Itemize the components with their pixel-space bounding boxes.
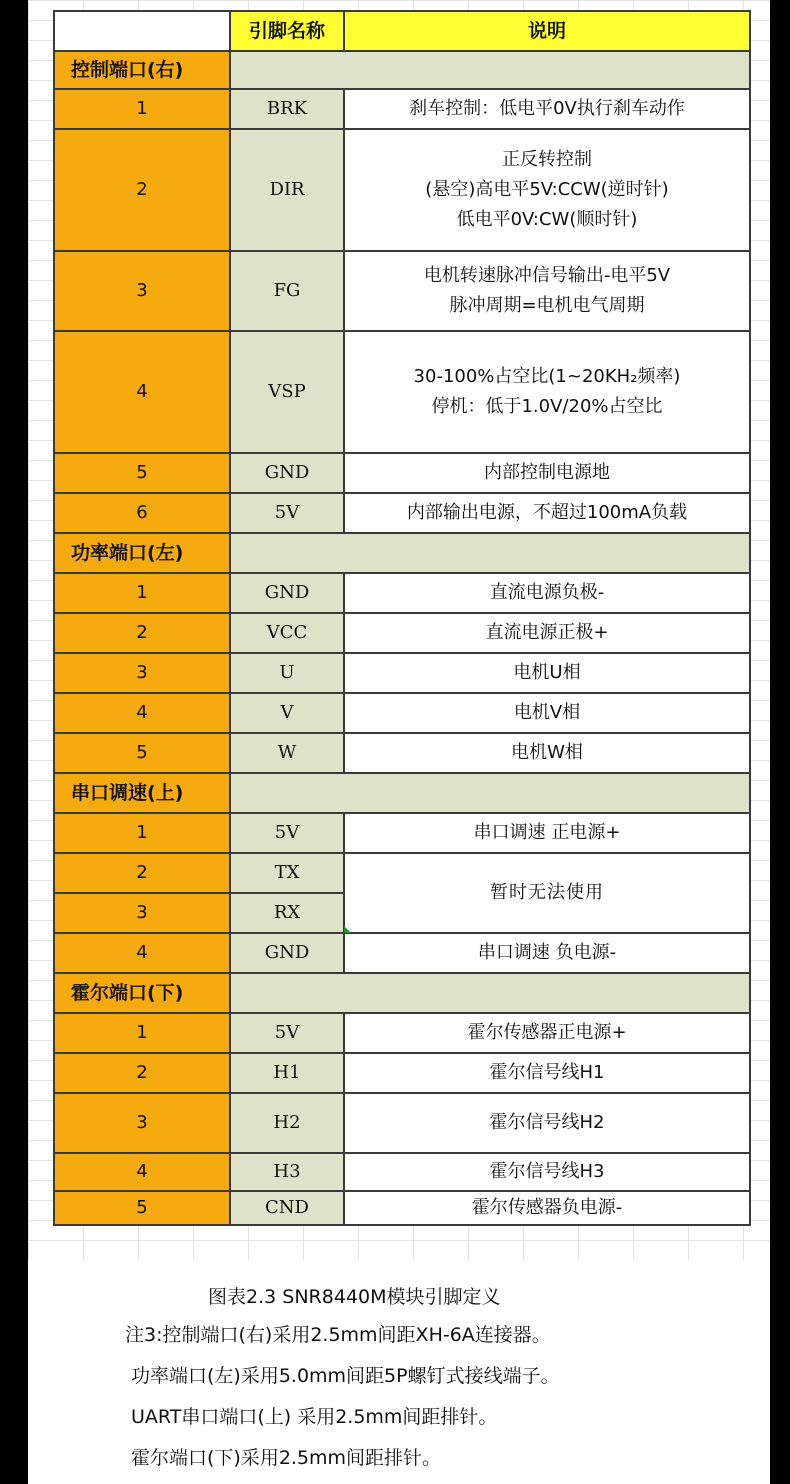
pin-name: VCC bbox=[230, 613, 344, 653]
pin-name: GND bbox=[230, 453, 344, 493]
section-title: 控制端口(右) bbox=[54, 51, 230, 89]
note-line: UART串口端口(上) 采用2.5mm间距排针。 bbox=[131, 1406, 498, 1428]
description-line: 直流电源负极- bbox=[489, 582, 605, 603]
pin-name: H2 bbox=[230, 1093, 344, 1153]
note-line: 注3:控制端口(右)采用2.5mm间距XH-6A连接器。 bbox=[125, 1324, 551, 1346]
pin-description bbox=[344, 493, 750, 533]
pin-number: 3 bbox=[54, 653, 230, 693]
pin-description bbox=[344, 1153, 750, 1191]
description-line: 串口调速 负电源- bbox=[477, 942, 617, 963]
pin-number: 5 bbox=[54, 1191, 230, 1225]
section-fill bbox=[230, 773, 750, 813]
pin-number: 3 bbox=[54, 893, 230, 933]
pin-row bbox=[54, 813, 750, 853]
pin-row bbox=[54, 453, 750, 493]
pin-number: 1 bbox=[54, 89, 230, 129]
description-line: 低电平0V:CW(顺时针) bbox=[456, 209, 638, 230]
pin-description bbox=[344, 1013, 750, 1053]
pin-description bbox=[344, 653, 750, 693]
pin-name: H1 bbox=[230, 1053, 344, 1093]
pin-number: 6 bbox=[54, 493, 230, 533]
pin-row bbox=[54, 933, 750, 973]
unavailable-merged-cell: 暂时无法使用 bbox=[344, 853, 750, 933]
pin-name: H3 bbox=[230, 1153, 344, 1191]
pin-number: 1 bbox=[54, 1013, 230, 1053]
pin-row bbox=[54, 1013, 750, 1053]
pin-row bbox=[54, 1153, 750, 1191]
section-fill bbox=[230, 51, 750, 89]
notes-area bbox=[28, 1262, 770, 1484]
description-line: 霍尔信号线H1 bbox=[489, 1062, 605, 1083]
section-title: 功率端口(左) bbox=[54, 533, 230, 573]
pin-name: 5V bbox=[230, 1013, 344, 1053]
pin-number: 5 bbox=[54, 453, 230, 493]
pin-name: 5V bbox=[230, 493, 344, 533]
section-header-row bbox=[54, 773, 750, 813]
pin-name: DIR bbox=[230, 129, 344, 251]
pin-row bbox=[54, 613, 750, 653]
section-fill bbox=[230, 973, 750, 1013]
description-line: 霍尔传感器正电源+ bbox=[467, 1022, 627, 1043]
pin-number: 4 bbox=[54, 331, 230, 453]
pin-row bbox=[54, 693, 750, 733]
pin-description bbox=[344, 129, 750, 251]
pin-number: 2 bbox=[54, 853, 230, 893]
pin-description bbox=[344, 89, 750, 129]
pin-name: W bbox=[230, 733, 344, 773]
section-title: 串口调速(上) bbox=[54, 773, 230, 813]
pin-number: 1 bbox=[54, 573, 230, 613]
pin-number: 4 bbox=[54, 933, 230, 973]
section-fill bbox=[230, 533, 750, 573]
pin-row bbox=[54, 1191, 750, 1225]
description-line: 串口调速 正电源+ bbox=[473, 822, 621, 843]
pin-number: 2 bbox=[54, 613, 230, 653]
pin-description bbox=[344, 453, 750, 493]
description-line: 直流电源正极+ bbox=[485, 622, 609, 643]
pin-definition-table bbox=[53, 10, 751, 1226]
pin-description bbox=[344, 693, 750, 733]
pin-name: TX bbox=[230, 853, 344, 893]
pin-number: 4 bbox=[54, 1153, 230, 1191]
pin-description bbox=[344, 331, 750, 453]
pin-name: 5V bbox=[230, 813, 344, 853]
spreadsheet-area bbox=[28, 0, 770, 1260]
description-line: 电机转速脉冲信号输出-电平5V bbox=[423, 265, 671, 286]
description-line: 霍尔信号线H3 bbox=[489, 1161, 605, 1182]
pin-row bbox=[54, 331, 750, 453]
pin-number: 2 bbox=[54, 1053, 230, 1093]
description-line: 停机：低于1.0V/20%占空比 bbox=[431, 396, 663, 417]
figure-caption: 图表2.3 SNR8440M模块引脚定义 bbox=[208, 1286, 501, 1308]
description-line: 内部输出电源，不超过100mA负载 bbox=[406, 502, 688, 523]
header-row bbox=[54, 11, 750, 51]
pin-row bbox=[54, 493, 750, 533]
pin-name: GND bbox=[230, 933, 344, 973]
pin-description bbox=[344, 733, 750, 773]
pin-description bbox=[344, 813, 750, 853]
pin-description bbox=[344, 613, 750, 653]
section-title: 霍尔端口(下) bbox=[54, 973, 230, 1013]
pin-name: BRK bbox=[230, 89, 344, 129]
description-line: 刹车控制：低电平0V执行刹车动作 bbox=[409, 98, 685, 119]
description-line: 正反转控制 bbox=[502, 149, 592, 170]
pin-number: 1 bbox=[54, 813, 230, 853]
pin-name: V bbox=[230, 693, 344, 733]
pin-description bbox=[344, 933, 750, 973]
description-line: 霍尔传感器负电源- bbox=[471, 1197, 623, 1218]
pin-name: FG bbox=[230, 251, 344, 331]
note-line: 功率端口(左)采用5.0mm间距5P螺钉式接线端子。 bbox=[131, 1365, 560, 1387]
section-header-row bbox=[54, 51, 750, 89]
pin-row bbox=[54, 1053, 750, 1093]
pin-name: GND bbox=[230, 573, 344, 613]
document-page bbox=[28, 0, 770, 1484]
pin-row bbox=[54, 1093, 750, 1153]
pin-number: 4 bbox=[54, 693, 230, 733]
pin-number: 3 bbox=[54, 251, 230, 331]
pin-name: VSP bbox=[230, 331, 344, 453]
pin-row bbox=[54, 573, 750, 613]
pin-row bbox=[54, 853, 750, 893]
description-line: 电机V相 bbox=[513, 702, 581, 723]
description-line: 电机U相 bbox=[513, 662, 581, 683]
pin-name: CND bbox=[230, 1191, 344, 1225]
description-line: (悬空)高电平5V:CCW(逆时针) bbox=[425, 179, 669, 200]
pin-row bbox=[54, 653, 750, 693]
pin-number: 5 bbox=[54, 733, 230, 773]
cell-marker-icon bbox=[344, 926, 351, 933]
pin-description bbox=[344, 1053, 750, 1093]
section-header-row bbox=[54, 533, 750, 573]
pin-row bbox=[54, 733, 750, 773]
header-pin-name: 引脚名称 bbox=[230, 11, 344, 51]
pin-description bbox=[344, 251, 750, 331]
pin-description bbox=[344, 1191, 750, 1225]
description-line: 内部控制电源地 bbox=[484, 462, 610, 483]
pin-row bbox=[54, 251, 750, 331]
description-line: 电机W相 bbox=[511, 742, 583, 763]
pin-number: 3 bbox=[54, 1093, 230, 1153]
pin-description bbox=[344, 1093, 750, 1153]
pin-row bbox=[54, 89, 750, 129]
note-line: 霍尔端口(下)采用2.5mm间距排针。 bbox=[131, 1447, 442, 1469]
header-description: 说明 bbox=[344, 11, 750, 51]
section-header-row bbox=[54, 973, 750, 1013]
pin-number: 2 bbox=[54, 129, 230, 251]
pin-description bbox=[344, 573, 750, 613]
pin-name: U bbox=[230, 653, 344, 693]
description-line: 30-100%占空比(1~20KH₂频率) bbox=[413, 366, 681, 387]
pin-name: RX bbox=[230, 893, 344, 933]
description-line: 脉冲周期=电机电气周期 bbox=[449, 295, 645, 316]
pin-row bbox=[54, 129, 750, 251]
description-line: 霍尔信号线H2 bbox=[489, 1112, 605, 1133]
header-blank-cell bbox=[54, 11, 230, 51]
